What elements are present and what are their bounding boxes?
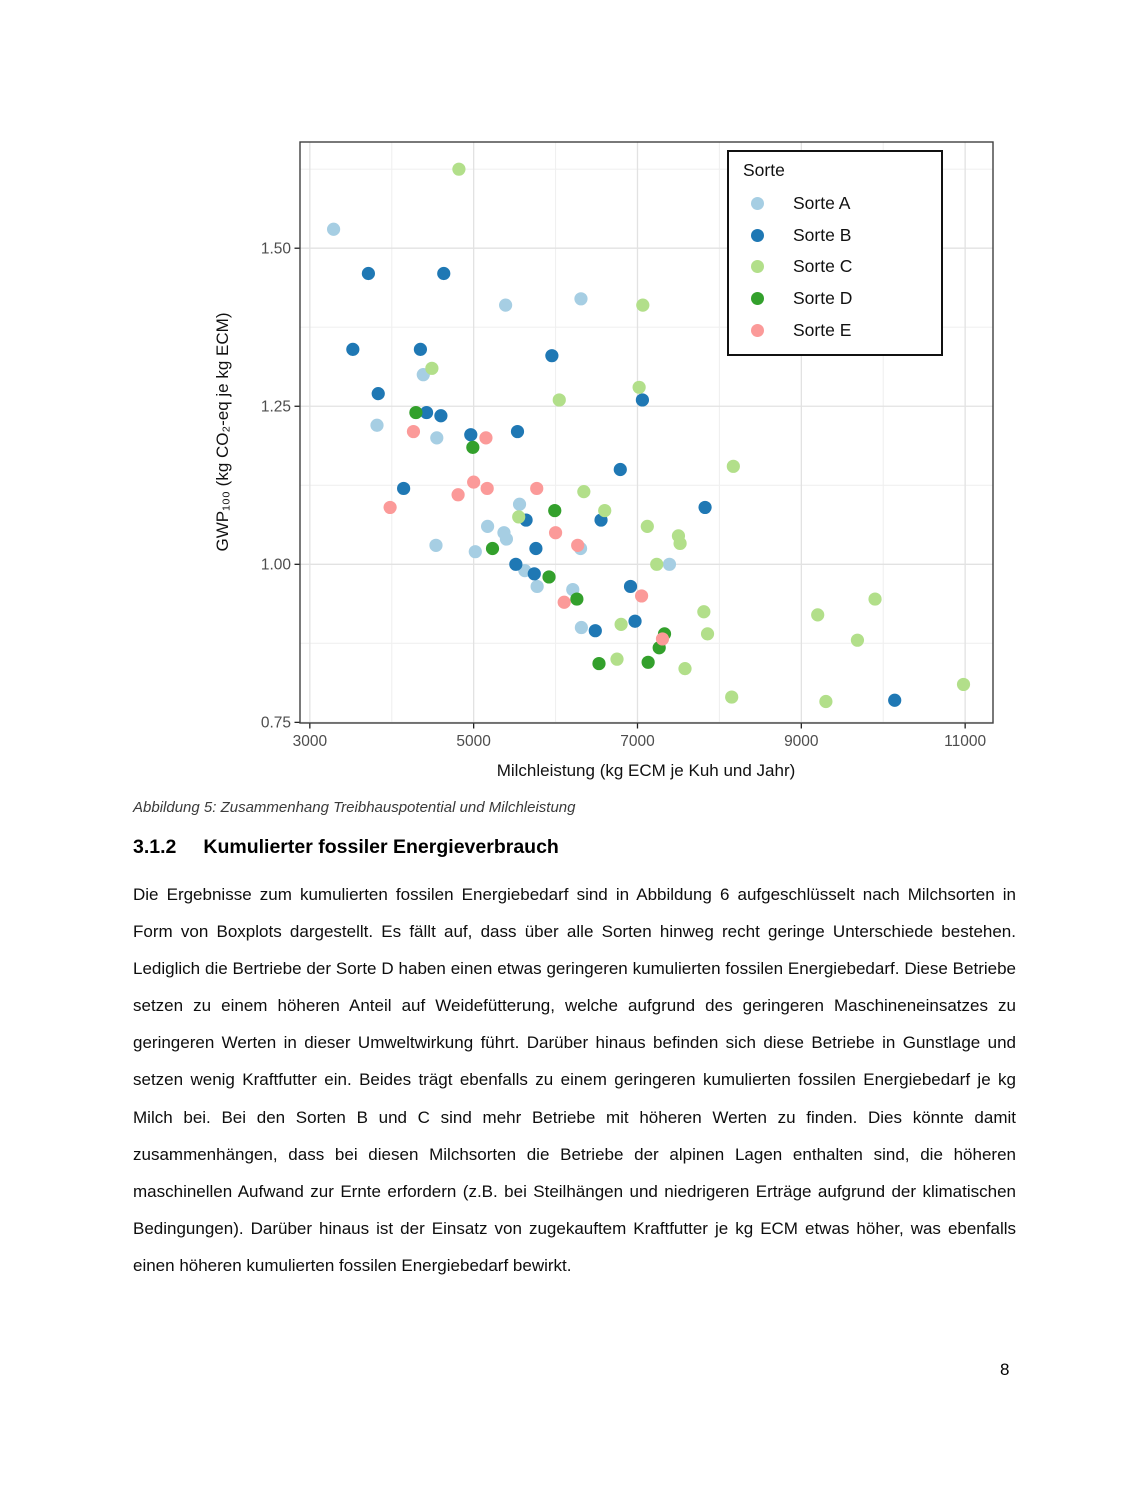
point-sorte-b	[346, 343, 359, 356]
point-sorte-c	[811, 608, 824, 621]
legend-item-sorte-b	[743, 220, 941, 252]
sorte-a-dot-icon	[751, 197, 764, 210]
point-sorte-c	[697, 605, 710, 618]
point-sorte-e	[451, 488, 464, 501]
point-sorte-c	[452, 163, 465, 176]
point-sorte-a	[663, 558, 676, 571]
point-sorte-c	[851, 634, 864, 647]
point-sorte-a	[481, 520, 494, 533]
y-axis-title: GWP₁₀₀ (kg CO₂-eq je kg ECM)	[213, 312, 232, 552]
point-sorte-c	[725, 690, 738, 703]
point-sorte-e	[407, 425, 420, 438]
point-sorte-d	[486, 542, 499, 555]
point-sorte-b	[888, 694, 901, 707]
point-sorte-c	[727, 460, 740, 473]
point-sorte-d	[466, 441, 479, 454]
point-sorte-e	[481, 482, 494, 495]
point-sorte-a	[370, 419, 383, 432]
legend-label: Sorte E	[793, 319, 852, 340]
body-paragraph: Die Ergebnisse zum kumulierten fossilen Energiebedarf sind in Abbildung 6 aufgeschlüsselt nach Milchsorten in Form von Boxplots dargestellt. Es fällt auf, dass über alle Sorten hinweg recht geringe Unterschiede bestehen. Lediglich die Bertriebe der Sorte D haben einen etwas geringeren kumulierten fossilen Energiebedarf. Diese Betriebe setzen zu einem höheren Anteil auf Weidefütterung, welche aufgrund des geringeren Maschineneinsatzes zu geringeren Werten in dieser Umweltwirkung führt. Darüber hinaus befinden sich diese Betriebe in Gunstlage und setzen wenig Kraftfutter ein. Beides trägt ebenfalls zu einem geringeren kumulierten fossilen Energiebedarf je kg Milch bei. Bei den Sorten B und C sind mehr Betriebe mit höheren Werten zu finden. Dies könnte damit zusammenhängen, dass bei diesen Milchsorten die Betriebe der alpinen Lagen enthalten sind, die höheren maschinellen Aufwand zur Ernte erfordern (z.B. bei Steilhängen und niedrigeren Erträge aufgrund der klimatischen Bedingungen). Darüber hinaus ist der Einsatz von zugekauftem Kraftfutter je kg ECM etwas höher, was ebenfalls einen höheren kumulierten fossilen Energiebedarf bewirkt.	[133, 885, 1016, 1275]
sorte-c-dot-icon	[751, 260, 764, 273]
legend-item-sorte-e	[743, 314, 941, 346]
figure-caption: Abbildung 5: Zusammenhang Treibhauspotential und Milchleistung	[133, 799, 576, 816]
point-sorte-d	[542, 570, 555, 583]
point-sorte-e	[530, 482, 543, 495]
sorte-e-dot-icon	[751, 324, 764, 337]
point-sorte-c	[615, 618, 628, 631]
point-sorte-d	[548, 504, 561, 517]
point-sorte-a	[531, 580, 544, 593]
point-sorte-a	[499, 299, 512, 312]
section-number: 3.1.2	[133, 836, 177, 858]
x-tick-label: 9000	[784, 733, 819, 750]
point-sorte-b	[414, 343, 427, 356]
point-sorte-b	[628, 615, 641, 628]
point-sorte-b	[372, 387, 385, 400]
point-sorte-a	[500, 532, 513, 545]
point-sorte-e	[467, 476, 480, 489]
point-sorte-c	[678, 662, 691, 675]
point-sorte-c	[598, 504, 611, 517]
point-sorte-d	[570, 592, 583, 605]
legend-item-sorte-c	[743, 251, 941, 283]
x-axis-title: Milchleistung (kg ECM je Kuh und Jahr)	[496, 761, 796, 780]
point-sorte-b	[528, 567, 541, 580]
point-sorte-b	[434, 409, 447, 422]
point-sorte-a	[429, 539, 442, 552]
point-sorte-b	[545, 349, 558, 362]
point-sorte-e	[384, 501, 397, 514]
point-sorte-a	[575, 621, 588, 634]
point-sorte-c	[868, 592, 881, 605]
legend-item-sorte-d	[743, 283, 941, 315]
point-sorte-c	[512, 510, 525, 523]
point-sorte-b	[464, 428, 477, 441]
sorte-b-dot-icon	[751, 229, 764, 242]
point-sorte-c	[641, 520, 654, 533]
legend-label: Sorte B	[793, 224, 852, 245]
y-tick-label: 0.75	[260, 714, 291, 732]
section-title: Kumulierter fossiler Energieverbrauch	[203, 836, 559, 858]
point-sorte-c	[701, 627, 714, 640]
point-sorte-d	[642, 656, 655, 669]
point-sorte-a	[513, 498, 526, 511]
point-sorte-c	[957, 678, 970, 691]
point-sorte-a	[469, 545, 482, 558]
point-sorte-b	[397, 482, 410, 495]
point-sorte-c	[610, 653, 623, 666]
point-sorte-b	[437, 267, 450, 280]
legend-label: Sorte A	[793, 193, 851, 214]
point-sorte-e	[635, 589, 648, 602]
legend-title: Sorte	[743, 160, 785, 180]
point-sorte-b	[529, 542, 542, 555]
chart-legend	[727, 150, 943, 356]
point-sorte-b	[511, 425, 524, 438]
point-sorte-a	[327, 223, 340, 236]
x-tick-label: 11000	[944, 733, 987, 750]
point-sorte-e	[549, 526, 562, 539]
point-sorte-c	[633, 381, 646, 394]
point-sorte-c	[636, 299, 649, 312]
point-sorte-b	[636, 393, 649, 406]
page-number: 8	[1000, 1360, 1010, 1379]
point-sorte-b	[624, 580, 637, 593]
point-sorte-e	[656, 632, 669, 645]
point-sorte-b	[509, 558, 522, 571]
point-sorte-c	[673, 537, 686, 550]
point-sorte-e	[571, 539, 584, 552]
point-sorte-b	[614, 463, 627, 476]
point-sorte-d	[592, 657, 605, 670]
point-sorte-d	[409, 406, 422, 419]
point-sorte-c	[425, 362, 438, 375]
point-sorte-a	[430, 431, 443, 444]
point-sorte-c	[577, 485, 590, 498]
point-sorte-c	[553, 393, 566, 406]
point-sorte-e	[558, 596, 571, 609]
point-sorte-b	[698, 501, 711, 514]
point-sorte-b	[589, 624, 602, 637]
legend-label: Sorte D	[793, 288, 853, 309]
y-tick-label: 1.50	[260, 240, 291, 258]
legend-label: Sorte C	[793, 256, 853, 277]
point-sorte-c	[819, 695, 832, 708]
point-sorte-e	[479, 431, 492, 444]
point-sorte-b	[362, 267, 375, 280]
point-sorte-a	[574, 292, 587, 305]
sorte-d-dot-icon	[751, 292, 764, 305]
x-tick-label: 3000	[292, 733, 328, 750]
legend-item-sorte-a	[743, 188, 941, 220]
x-tick-label: 5000	[456, 733, 491, 750]
point-sorte-c	[650, 558, 663, 571]
section-heading	[133, 836, 559, 859]
x-tick-label: 7000	[620, 733, 655, 750]
y-tick-label: 1.00	[260, 556, 291, 574]
y-tick-label: 1.25	[260, 398, 291, 416]
